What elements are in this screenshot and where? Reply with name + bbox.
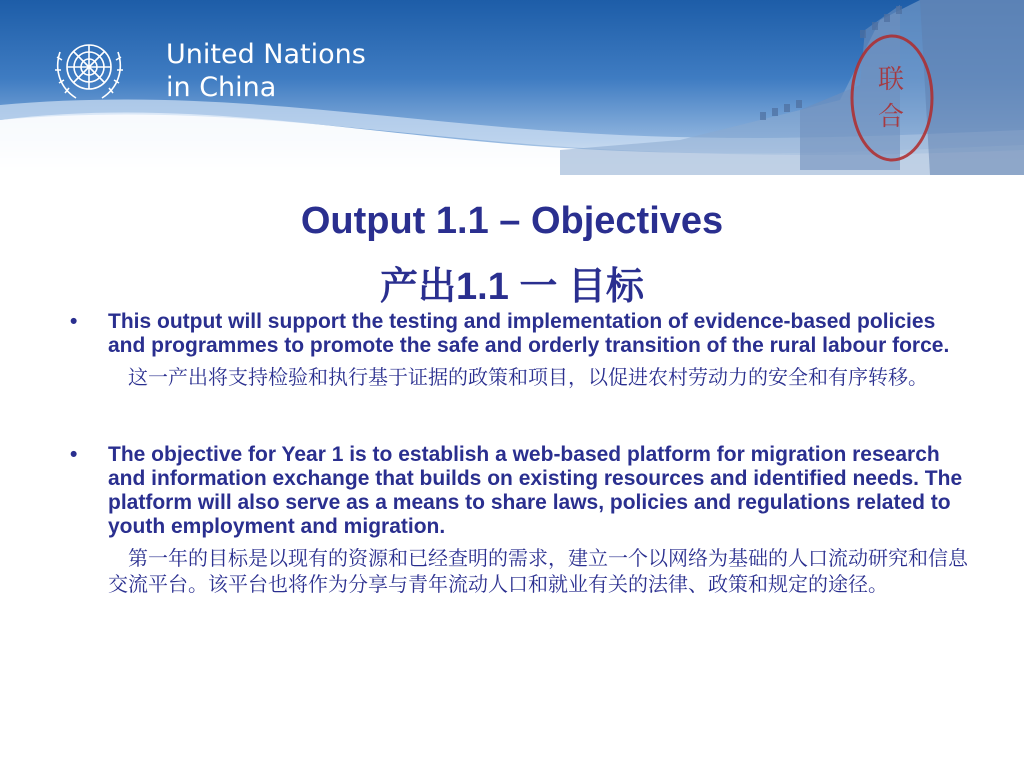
bullet-text-chinese: 这一产出将支持检验和执行基于证据的政策和项目，以促进农村劳动力的安全和有序转移。 [128,367,928,389]
bullet-item-1 [70,310,970,358]
bullet-marker: • [70,443,78,466]
header-banner [0,0,1024,175]
svg-text:联: 联 [878,65,905,95]
bullet-text-english: This output will support the testing and implementation of evidence-based policies and programmes to promote the safe and orderly transition of the rural labour force. [108,310,950,357]
slide-content [70,310,970,598]
org-name [166,38,366,104]
svg-text:合: 合 [878,102,905,132]
bullet-marker: • [70,310,78,333]
org-line2: in China [166,72,277,103]
great-wall-image [560,0,1024,175]
un-emblem-icon [52,30,126,104]
slide-title-english: Output 1.1 – Objectives [300,200,724,242]
slide-title-chinese: 产出1.1 一 目标 [380,266,644,308]
bullet-text-chinese: 第一年的目标是以现有的资源和已经查明的需求，建立一个以网络为基础的人口流动研究和信息交流平台。该平台也将作为分享与青年流动人口和就业有关的法律、政策和规定的途径。 [108,548,968,596]
org-line1: United Nations [166,39,366,70]
bullet-item-2 [70,443,970,539]
bullet-text-english: The objective for Year 1 is to establish a web-based platform for migration research and information exchange that builds on existing resources and identified needs. The platform will also serve as a means to share laws, policies and regulations related to youth employment and migration. [108,443,963,538]
